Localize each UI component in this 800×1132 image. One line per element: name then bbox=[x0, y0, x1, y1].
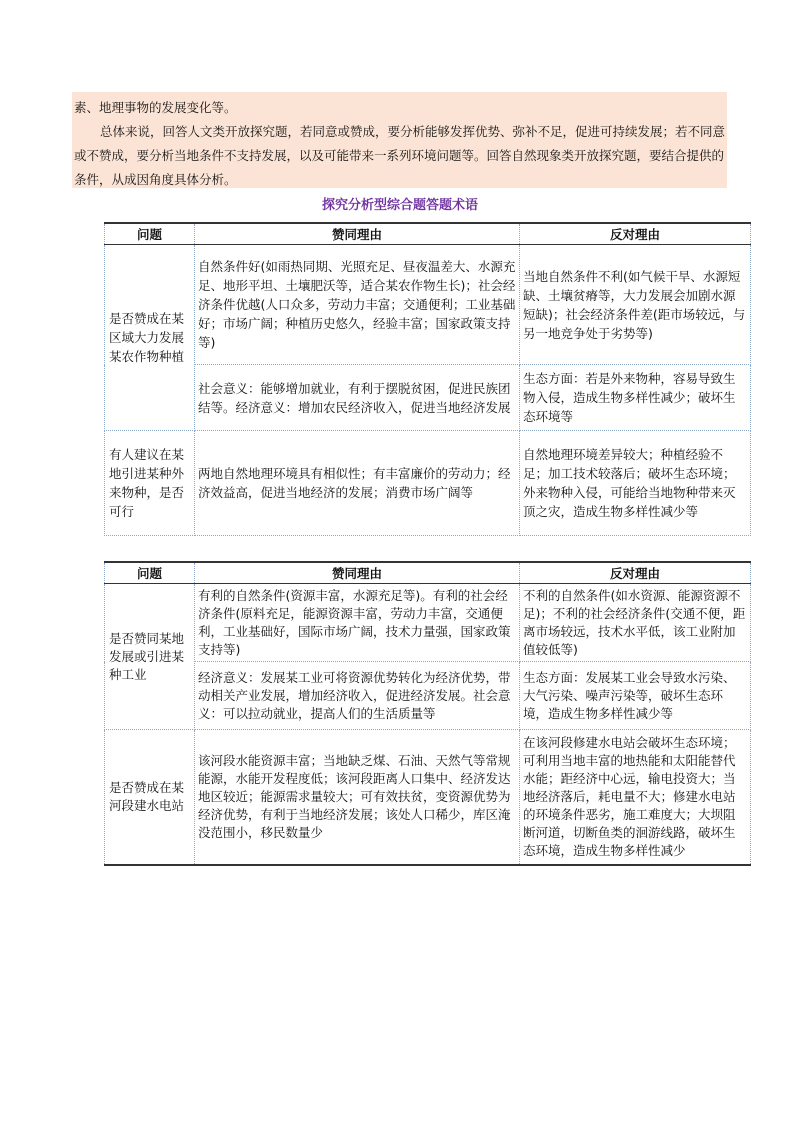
agree-cell: 社会意义：能够增加就业，有利于摆脱贫困，促进民族团结等。经济意义：增加农民经济收入，促进当地经济发展 bbox=[195, 365, 520, 431]
table-row bbox=[105, 431, 751, 536]
header-oppose: 反对理由 bbox=[520, 562, 751, 584]
question-cell: 是否赞同某地发展或引进某种工业 bbox=[105, 584, 195, 730]
table-title: 探究分析型综合题答题术语 bbox=[321, 198, 478, 213]
header-oppose: 反对理由 bbox=[520, 223, 751, 245]
terms-table-2 bbox=[104, 561, 751, 866]
intro-paragraph: 总体来说，回答人文类开放探究题，若同意或赞成，要分析能够发挥优势、弥补不足，促进可持续发展；若不同意或不赞成，要分析当地条件不支持发展，以及可能带来一系列环境问题等。回答自然现象类开放探究题，要结合提供的条件，从成因角度具体分析。 bbox=[74, 124, 726, 187]
agree-cell: 经济意义：发展某工业可将资源优势转化为经济优势，带动相关产业发展，增加经济收入，促进经济发展。社会意义：可以拉动就业，提高人们的生活质量等 bbox=[195, 662, 520, 730]
oppose-cell: 生态方面：发展某工业会导致水污染、大气污染、噪声污染等，破坏生态环境，造成生物多样性减少等 bbox=[520, 662, 751, 730]
terms-table-1 bbox=[104, 222, 751, 536]
table-row bbox=[105, 245, 751, 365]
oppose-cell: 不利的自然条件(如水资源、能源资源不足)；不利的社会经济条件(交通不便，距离市场较远，技术水平低，该工业附加值较低等) bbox=[520, 584, 751, 662]
header-question: 问题 bbox=[105, 562, 195, 584]
table-row bbox=[105, 730, 751, 865]
oppose-cell: 自然地理环境差异较大；种植经验不足；加工技术较落后；破坏生态环境；外来物种入侵，可能给当地物种带来灭顶之灾，造成生物多样性减少等 bbox=[520, 431, 751, 536]
oppose-cell: 当地自然条件不利(如气候干旱、水源短缺、土壤贫瘠等，大力发展会加剧水源短缺)；社会经济条件差(距市场较远，与另一地竞争处于劣势等) bbox=[520, 245, 751, 365]
agree-cell: 有利的自然条件(资源丰富，水源充足等)。有利的社会经济条件(原料充足，能源资源丰富，劳动力丰富，交通便利，工业基础好，国际市场广阔，技术力量强，国家政策支持等) bbox=[195, 584, 520, 662]
question-cell: 是否赞成在某河段建水电站 bbox=[105, 730, 195, 865]
table-row bbox=[105, 662, 751, 730]
table-header-row bbox=[105, 562, 751, 584]
intro-box bbox=[72, 92, 727, 188]
question-cell: 有人建议在某地引进某种外来物种，是否可行 bbox=[105, 431, 195, 536]
table-header-row bbox=[105, 223, 751, 245]
table-row bbox=[105, 584, 751, 662]
oppose-cell: 在该河段修建水电站会破坏生态环境；可利用当地丰富的地热能和太阳能替代水能；距经济中心远，输电投资大；当地经济落后，耗电量不大；修建水电站的环境条件恶劣，施工难度大；大坝阻断河道，切断鱼类的洄游线路，破坏生态环境，造成生物多样性减少 bbox=[520, 730, 751, 865]
oppose-cell: 生态方面：若是外来物种，容易导致生物入侵，造成生物多样性减少；破坏生态环境等 bbox=[520, 365, 751, 431]
intro-line: 素、地理事物的发展变化等。 bbox=[74, 100, 237, 115]
agree-cell: 自然条件好(如雨热同期、光照充足、昼夜温差大、水源充足、地形平坦、土壤肥沃等，适合某农作物生长)；社会经济条件优越(人口众多，劳动力丰富；交通便利；工业基础好；市场广阔；种植历史悠久，经验丰富；国家政策支持等) bbox=[195, 245, 520, 365]
agree-cell: 两地自然地理环境具有相似性；有丰富廉价的劳动力；经济效益高，促进当地经济的发展；消费市场广阔等 bbox=[195, 431, 520, 536]
header-agree: 赞同理由 bbox=[195, 223, 520, 245]
agree-cell: 该河段水能资源丰富；当地缺乏煤、石油、天然气等常规能源，水能开发程度低；该河段距离人口集中、经济发达地区较近；能源需求量较大；可有效扶贫，变资源优势为经济优势，有利于当地经济发展；该处人口稀少，库区淹没范围小，移民数量少 bbox=[195, 730, 520, 865]
table-row bbox=[105, 365, 751, 431]
header-question: 问题 bbox=[105, 223, 195, 245]
header-agree: 赞同理由 bbox=[195, 562, 520, 584]
question-cell: 是否赞成在某区域大力发展某农作物种植 bbox=[105, 245, 195, 431]
